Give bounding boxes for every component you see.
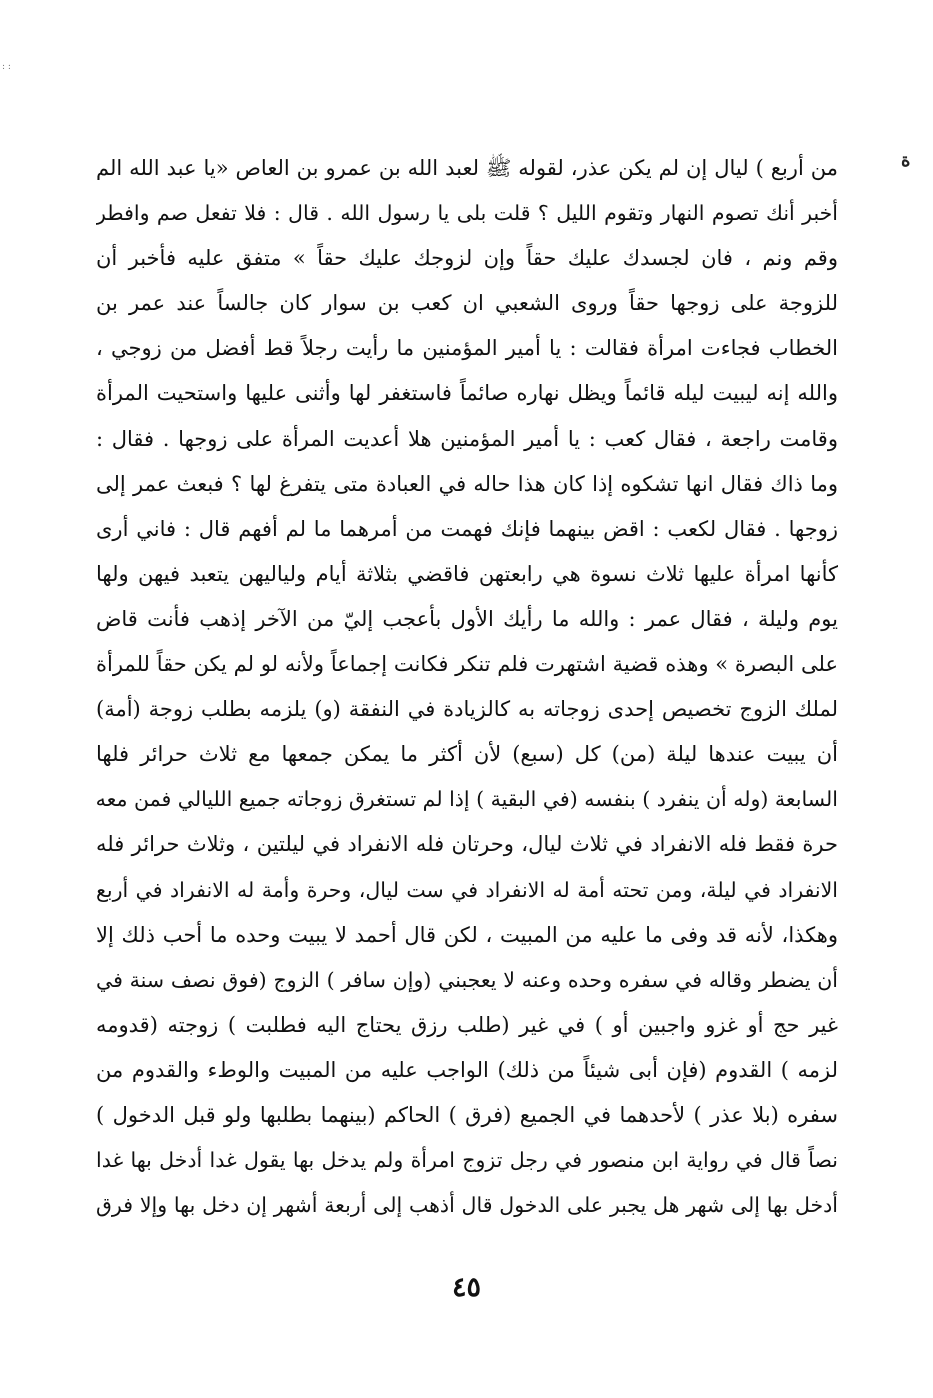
text-line: الخطاب فجاءت امرأة فقالت : يا أمير المؤمنين ما رأيت رجلاً قط أفضل من زوجي ،: [96, 336, 838, 361]
text-line: من أربع ) ليال إن لم يكن عذر، لقوله ﷺ لعبد الله بن عمرو بن العاص «يا عبد الله الم: [96, 156, 838, 180]
text-line: حرة فقط فله الانفراد في ثلاث ليال، وحرتان فله الانفراد في ليلتين ، وثلاث حرائر فله: [96, 832, 838, 857]
text-line: وقم ونم ، فان لجسدك عليك حقاً وإن لزوجك عليك حقاً » متفق عليه فأخبر أن: [96, 246, 838, 271]
text-line: لملك الزوج تخصيص إحدى زوجاته به كالزيادة في النفقة (و) يلزمه بطلب زوجة (أمة): [96, 697, 838, 722]
text-line: والله إنه ليبيت ليله قائماً ويظل نهاره صائماً فاستغفر لها وأثنى عليها واستحيت المرأة: [96, 381, 838, 406]
text-line: يوم وليلة ، فقال عمر : والله ما رأيك الأول بأعجب إليّ من الآخر إذهب فأنت قاض: [96, 606, 838, 631]
text-line: زوجها . فقال لكعب : اقض بينهما فإنك فهمت من أمرهما ما لم أفهم قال : فاني أرى: [96, 516, 838, 541]
text-line: سفره (بلا عذر ) لأحدهما في الجميع (فرق ) الحاكم (بينهما بطلبها ولو قبل الدخول ): [96, 1102, 838, 1127]
scan-artifact: : :: [2, 62, 11, 72]
text-line: أخبر أنك تصوم النهار وتقوم الليل ؟ قلت بلى يا رسول الله . قال : فلا تفعل صم وافطر: [96, 201, 838, 226]
text-line: أدخل بها إلى شهر هل يجبر على الدخول قال أذهب إلى أربعة أشهر إن دخل بها وإلا فرق: [96, 1193, 838, 1218]
text-line: السابعة (وله أن ينفرد ) بنفسه (في البقية ) إذا لم تستغرق زوجاته جميع الليالي فمن معه: [96, 787, 838, 812]
text-line: وما ذاك فقال انها تشكوه إذا كان هذا حاله في العبادة متى يتفرغ لها ؟ فبعث عمر إلى: [96, 471, 838, 496]
body-text: [96, 146, 838, 1228]
text-line: أن يبيت عندها ليلة (من) كل (سبع) لأن أكثر ما يمكن جمعها مع ثلاث حرائر فلها: [96, 742, 838, 767]
text-line: أن يضطر وقاله في سفره وحده وعنه لا يعجبني (وإن سافر ) الزوج (فوق نصف سنة في: [96, 967, 838, 992]
text-line: وهكذا، لأنه قد وفى ما عليه من المبيت ، لكن قال أحمد لا يبيت وحده ما أحب ذلك إلا: [96, 922, 838, 947]
text-line: كأنها امرأة عليها ثلاث نسوة هي رابعتهن فاقضي بثلاثة أيام ولياليهن يتعبد فيهن ولها: [96, 561, 838, 586]
text-line: وقامت راجعة ، فقال كعب : يا أمير المؤمنين هلا أعديت المرأة على زوجها . فقال :: [96, 426, 838, 451]
text-line: غير حج أو غزو واجبين أو ) في غير (طلب رزق يحتاج اليه فطلبت ) زوجته (قدومه: [96, 1012, 838, 1037]
margin-mark: ة: [901, 150, 911, 171]
text-line: على البصرة » وهذه قضية اشتهرت فلم تنكر فكانت إجماعاً ولأنه لو لم يكن حقاً للمرأة: [96, 652, 838, 677]
text-line: لزمه ) القدوم (فإن أبى شيئاً من ذلك) الواجب عليه من المبيت والوطء والقدوم من: [96, 1057, 838, 1082]
text-line: للزوجة على زوجها حقاً وروى الشعبي ان كعب بن سوار كان جالساً عند عمر بن: [96, 291, 838, 316]
text-line: الانفراد في ليلة، ومن تحته أمة له الانفراد في ست ليال، وحرة وأمة له الانفراد في أربع: [96, 877, 838, 902]
text-line: نصاً قال في رواية ابن منصور في رجل تزوج امرأة ولم يدخل بها يقول غدا أدخل بها غدا: [96, 1148, 838, 1173]
page-number: ٤٥: [451, 1272, 481, 1303]
